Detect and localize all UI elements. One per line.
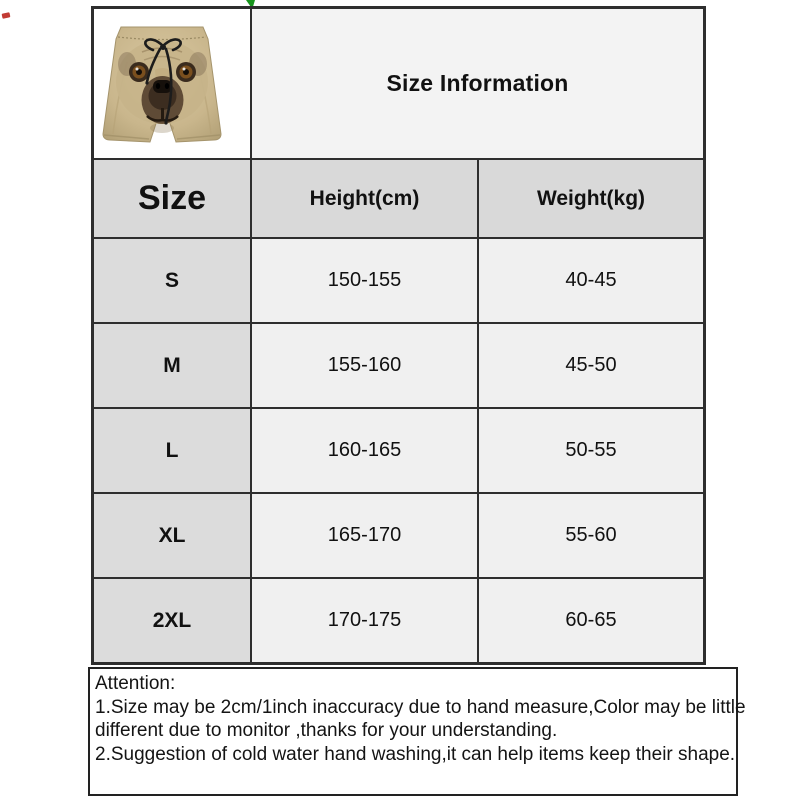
attention-note-2: 2.Suggestion of cold water hand washing,it can help items keep their shape.	[95, 743, 736, 765]
row-2xl-height-value: 170-175	[252, 579, 477, 662]
red-edge-artifact	[2, 12, 11, 19]
row-l-size-label: L	[94, 409, 250, 492]
pug-eye-left	[129, 62, 149, 82]
size-information-title	[252, 9, 703, 158]
attention-heading: Attention:	[95, 673, 176, 694]
attention-note-1: 1.Size may be 2cm/1inch inaccuracy due to hand measure,Color may be little	[95, 696, 746, 718]
attention-box	[88, 667, 746, 796]
pug-eye-right	[176, 62, 196, 82]
row-2xl-weight-value: 60-65	[479, 579, 703, 662]
row-s-height-value: 150-155	[252, 239, 477, 322]
row-2xl-size-label: 2XL	[94, 579, 250, 662]
column-header-height: Height(cm)	[252, 160, 477, 237]
row-s-weight-value: 40-45	[479, 239, 703, 322]
column-header-size: Size	[94, 160, 250, 237]
pug-shorts-photo	[97, 22, 227, 150]
size-information-title-text: Size Information	[386, 70, 569, 96]
attention-note-1b: different due to monitor ,thanks for your understanding.	[95, 720, 558, 741]
row-xl-weight-value: 55-60	[479, 494, 703, 577]
row-m-height-value: 155-160	[252, 324, 477, 407]
size-chart-table	[91, 6, 706, 665]
row-m-weight-value: 45-50	[479, 324, 703, 407]
row-xl-height-value: 165-170	[252, 494, 477, 577]
row-l-height-value: 160-165	[252, 409, 477, 492]
row-m-size-label: M	[94, 324, 250, 407]
row-xl-size-label: XL	[94, 494, 250, 577]
product-photo-cell	[94, 9, 250, 158]
row-l-weight-value: 50-55	[479, 409, 703, 492]
column-header-weight: Weight(kg)	[479, 160, 703, 237]
row-s-size-label: S	[94, 239, 250, 322]
